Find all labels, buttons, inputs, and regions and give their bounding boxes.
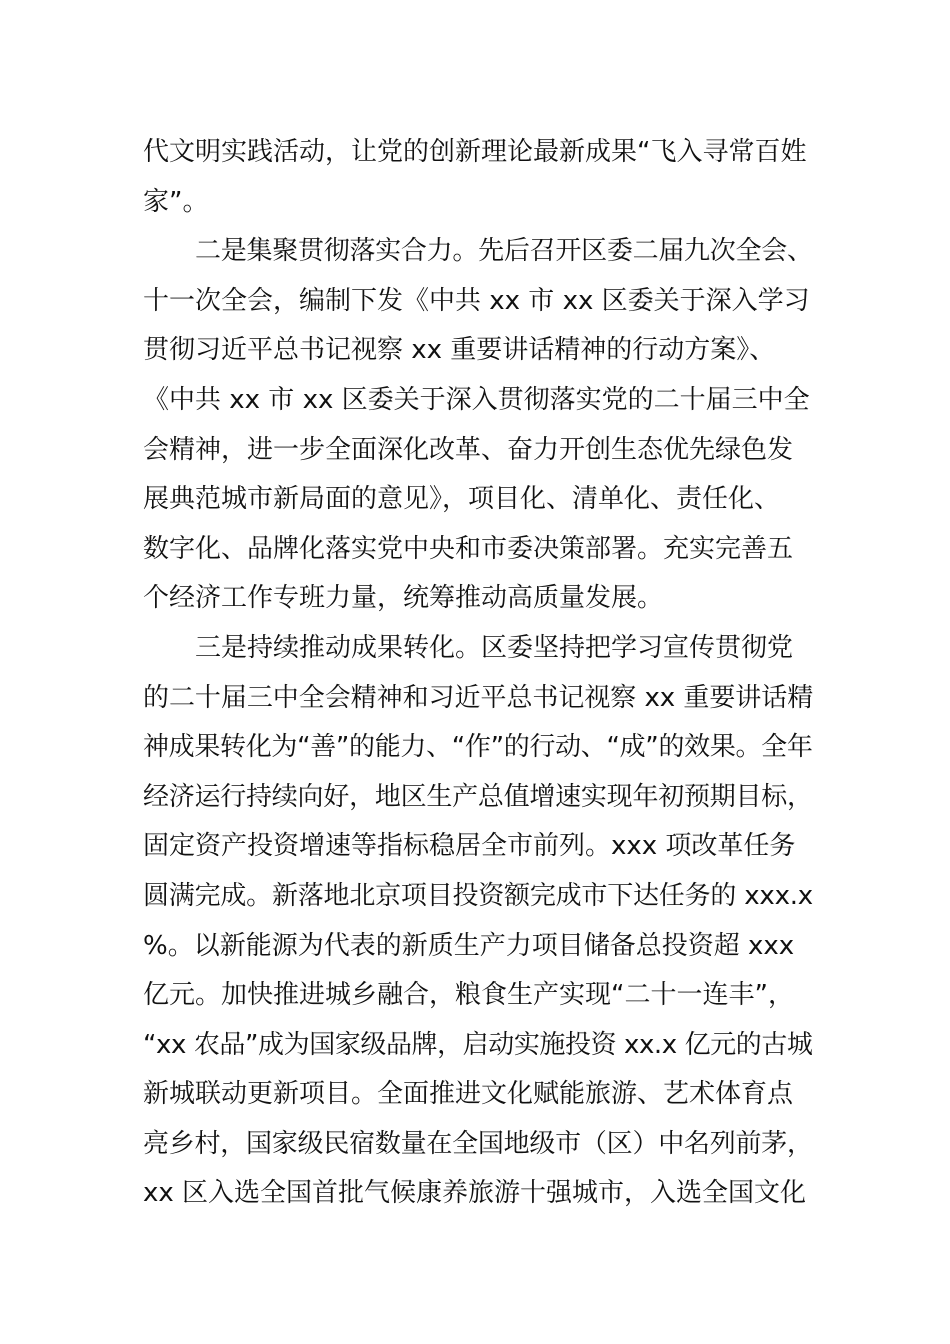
text-line: xx 区入选全国首批气候康养旅游十强城市，入选全国文化 [143,1178,807,1209]
text-line: 数字化、品牌化落实党中央和市委决策部署。充实完善五 [143,533,794,564]
text-line: 神成果转化为“善”的能力、“作”的行动、“成”的效果。全年 [143,732,813,763]
paragraph-first-line: 三是持续推动成果转化。区委坚持把学习宣传贯彻党 [195,632,794,663]
text-line: 亮乡村，国家级民宿数量在全国地级市（区）中名列前茅， [143,1128,813,1159]
text-line: 圆满完成。新落地北京项目投资额完成市下达任务的 xxx.x [143,880,813,911]
text-line: 会精神，进一步全面深化改革、奋力开创生态优先绿色发 [143,434,794,465]
text-line: 代文明实践活动，让党的创新理论最新成果“飞入寻常百姓 [143,137,807,167]
text-line: 家”。 [143,186,209,217]
text-line: 十一次全会，编制下发《中共 xx 市 xx 区委关于深入学习 [143,285,810,316]
text-line: 贯彻习近平总书记视察 xx 重要讲话精神的行动方案》、 [143,335,776,366]
text-line: 新城联动更新项目。全面推进文化赋能旅游、艺术体育点 [143,1079,794,1110]
text-line: “xx 农品”成为国家级品牌，启动实施投资 xx.x 亿元的古城 [143,1029,813,1060]
text-line: %。以新能源为代表的新质生产力项目储备总投资超 xxx [143,930,795,961]
text-line: 经济运行持续向好，地区生产总值增速实现年初预期目标， [143,781,813,812]
text-line: 展典范城市新局面的意见》，项目化、清单化、责任化、 [143,484,781,515]
text-line: 个经济工作专班力量，统筹推动高质量发展。 [143,583,664,614]
text-line: 《中共 xx 市 xx 区委关于深入贯彻落实党的二十届三中全 [143,384,810,415]
text-line: 的二十届三中全会精神和习近平总书记视察 xx 重要讲话精 [143,682,814,713]
text-line: 固定资产投资增速等指标稳居全市前列。xxx 项改革任务 [143,831,796,862]
document-body [143,128,813,1219]
text-line: 亿元。加快推进城乡融合，粮食生产实现“二十一连丰”， [143,980,794,1011]
paragraph-first-line: 二是集聚贯彻落实合力。先后召开区委二届九次全会、 [195,236,813,267]
